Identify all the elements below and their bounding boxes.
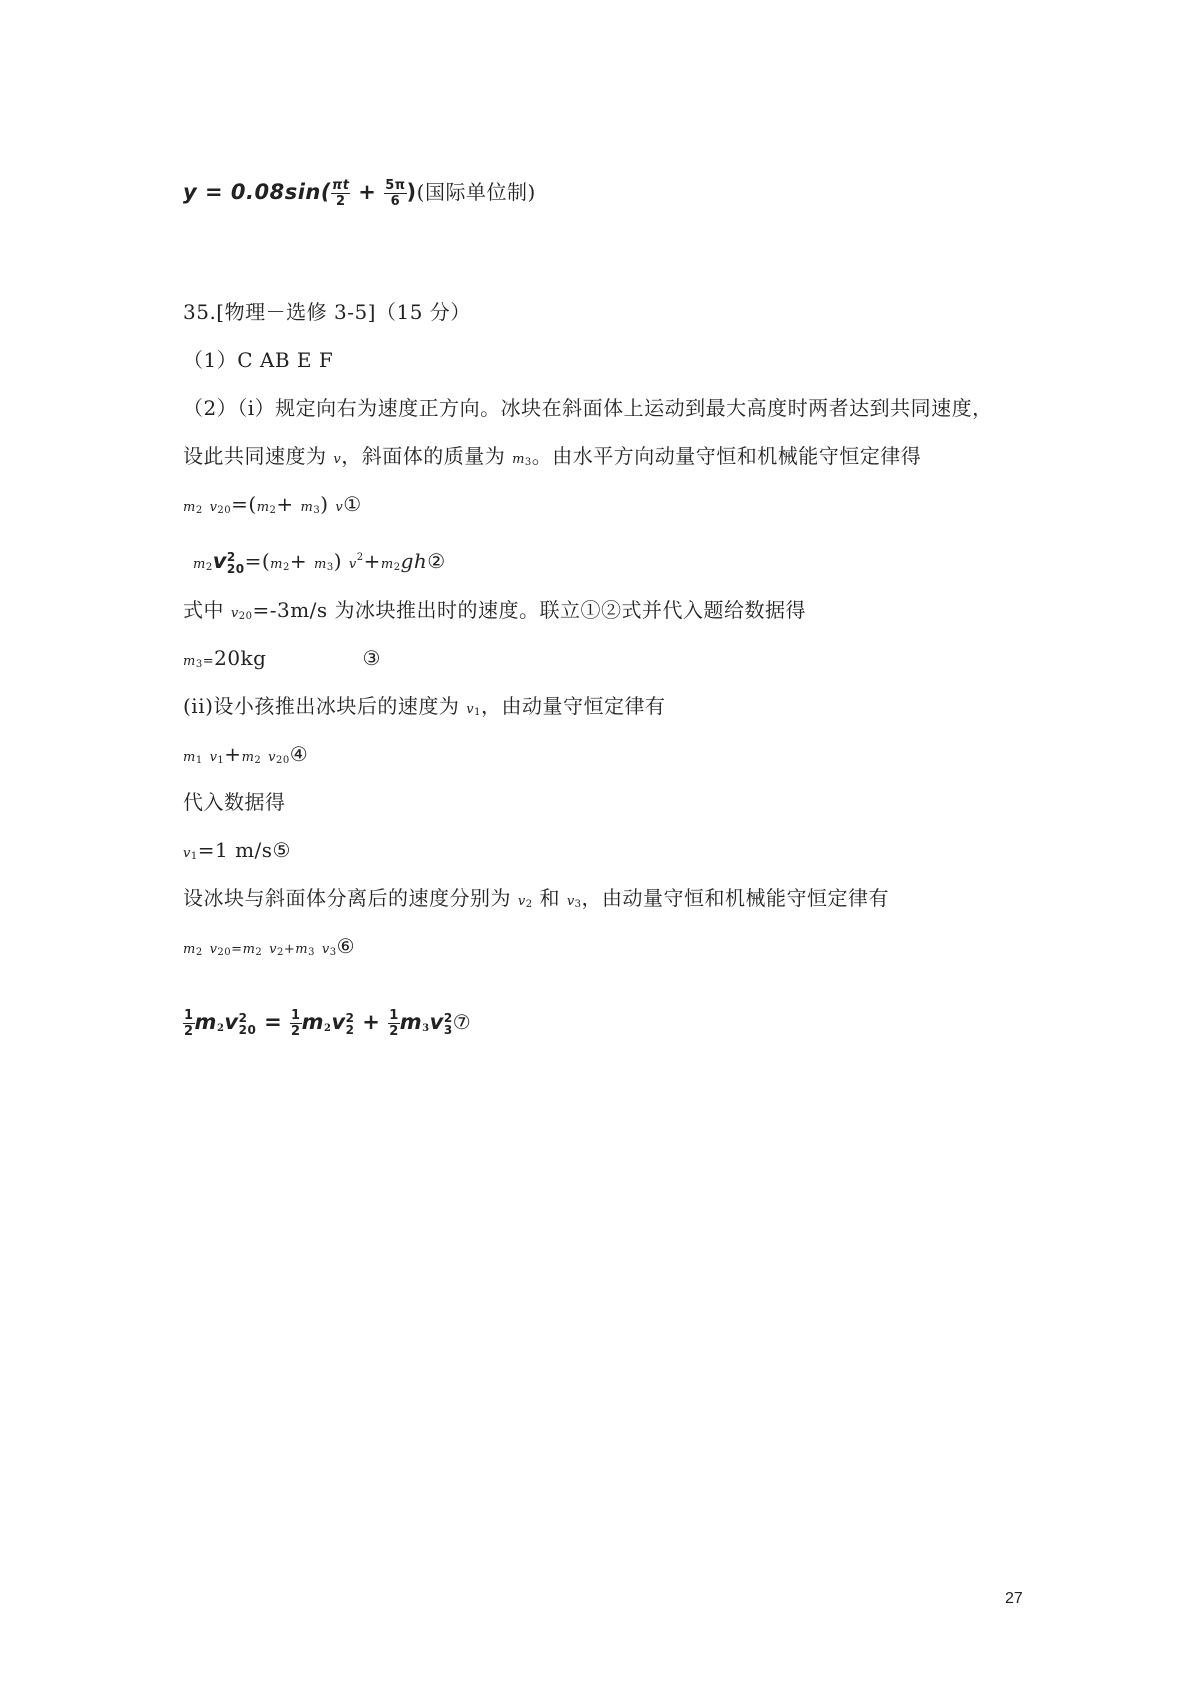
equation-4: $m_1$ $v_1+m_2$ $v_{20}④$ (183, 742, 309, 766)
equation-3: $m_3=20kg$ ③ (183, 646, 381, 670)
equation-5: $v_1=1$ m/s⑤ (183, 838, 291, 862)
equation-6: $m_2$ $v_{20}=m_2$ $v_2+m_3$ $v_3⑥$ (183, 934, 355, 958)
part-ii-line: (ii)设小孩推出冰块后的速度为 $v_1$，由动量守恒定律有 (183, 694, 666, 718)
fraction: $\frac{1}{2}$ (389, 1008, 399, 1039)
fraction: $\frac{1}{2}$ (291, 1008, 301, 1039)
separation-line: 设冰块与斜面体分离后的速度分别为 $v_2$ 和 $v_3$，由动量守恒和机械能守恒定律有 (183, 886, 890, 910)
equation-7: $\frac{1}{2}$ $m_2v$ 2 20 = $\frac{1}{2}$ $m_2v$ 2 2 + $\frac{1}{2}$ $m_3v$ 2 3 ⑦ (184, 1008, 472, 1039)
fraction: $\frac{1}{2}$ (184, 1008, 194, 1039)
part2-line2: 设此共同速度为 v，斜面体的质量为 $m_3$。由水平方向动量守恒和机械能守恒定律得 (183, 444, 922, 468)
answer-1: （1）C AB E F (183, 348, 334, 372)
equation-2: $m_2v$ 2 20 $=(m_2+ m_3)$ $v^2+m_2gh②$ (193, 549, 446, 576)
fraction: $\frac{5\pi}{6}$ (385, 178, 406, 209)
formula-y: y = 0.08sin( $\frac{\pi t}{2}$ + $\frac{5\pi}{6}$ )(国际单位制) (183, 178, 536, 209)
speed-line: 式中 $v_{20}=-3m/s$ 为冰块推出时的速度。联立①②式并代入题给数据得 (183, 598, 807, 622)
equation-1: $m_2$ $v_{20}=(m_2+ m_3)$ v① (183, 492, 362, 516)
page-number: 27 (1005, 1590, 1023, 1607)
part2-intro: （2）（i）规定向右为速度正方向。冰块在斜面体上运动到最大高度时两者达到共同速度， (183, 396, 993, 420)
fraction: $\frac{\pi t}{2}$ (331, 178, 350, 209)
section-heading: 35.[物理－选修 3-5]（15 分） (183, 300, 471, 324)
substitute-line: 代入数据得 (183, 790, 286, 814)
